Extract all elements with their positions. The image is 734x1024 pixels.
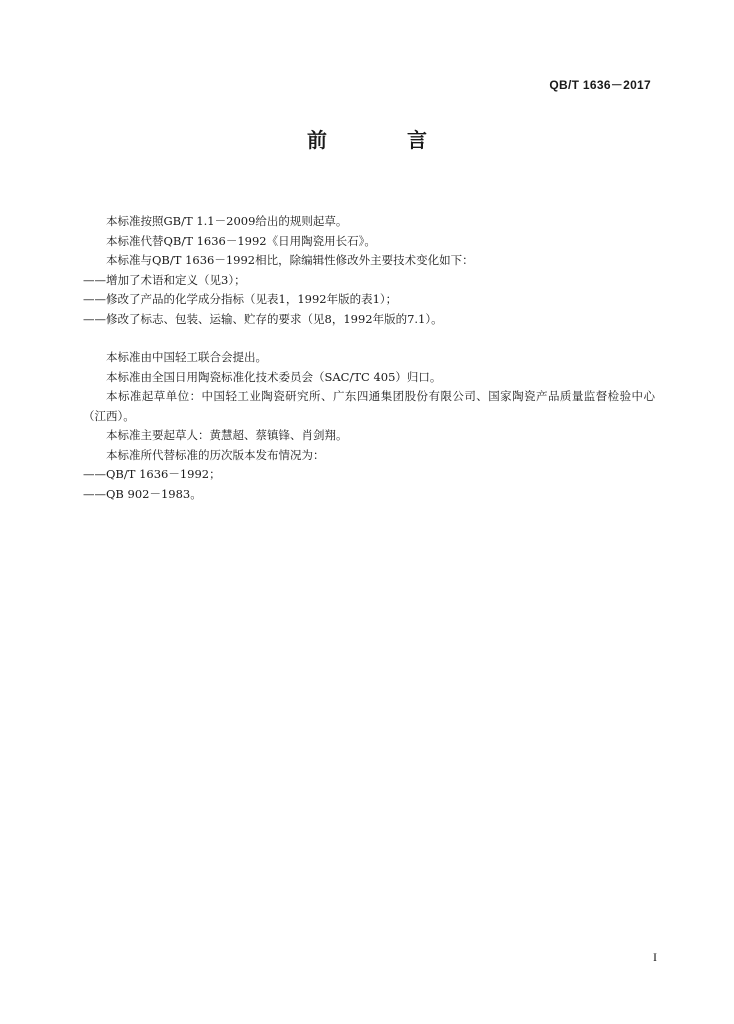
paragraph-spacer — [83, 329, 655, 348]
foreword-body — [83, 212, 655, 504]
page-title: 前 言 — [307, 128, 457, 152]
change-item: ——修改了标志、包装、运输、贮存的要求（见8，1992年版的7.1）。 — [83, 311, 443, 326]
page-number: I — [653, 950, 657, 964]
paragraph-replaces: 本标准代替QB/T 1636－1992《日用陶瓷用长石》。 — [106, 233, 376, 248]
change-item: ——修改了产品的化学成分指标（见表1，1992年版的表1）； — [83, 292, 398, 306]
paragraph-history-intro: 本标准所代替标准的历次版本发布情况为： — [106, 447, 325, 462]
paragraph-drafting-rules: 本标准按照GB/T 1.1－2009给出的规则起草。 — [106, 214, 348, 228]
paragraph-proposed-by: 本标准由中国轻工联合会提出。 — [106, 350, 267, 364]
history-item: ——QB 902－1983。 — [83, 486, 202, 501]
standard-code: QB/T 1636－2017 — [549, 78, 651, 92]
change-item: ——增加了术语和定义（见3）； — [83, 272, 246, 287]
paragraph-changes-intro: 本标准与QB/T 1636－1992相比，除编辑性修改外主要技术变化如下： — [106, 253, 474, 267]
paragraph-under-jurisdiction: 本标准由全国日用陶瓷标准化技术委员会（SAC/TC 405）归口。 — [106, 369, 442, 384]
paragraph-drafters: 本标准主要起草人：黄慧超、蔡镇锋、肖剑翔。 — [106, 428, 348, 442]
paragraph-drafting-units: 本标准起草单位：中国轻工业陶瓷研究所、广东四通集团股份有限公司、国家陶瓷产品质量监督检验中心（江西）。 — [83, 389, 655, 423]
history-item: ——QB/T 1636－1992； — [83, 467, 221, 481]
